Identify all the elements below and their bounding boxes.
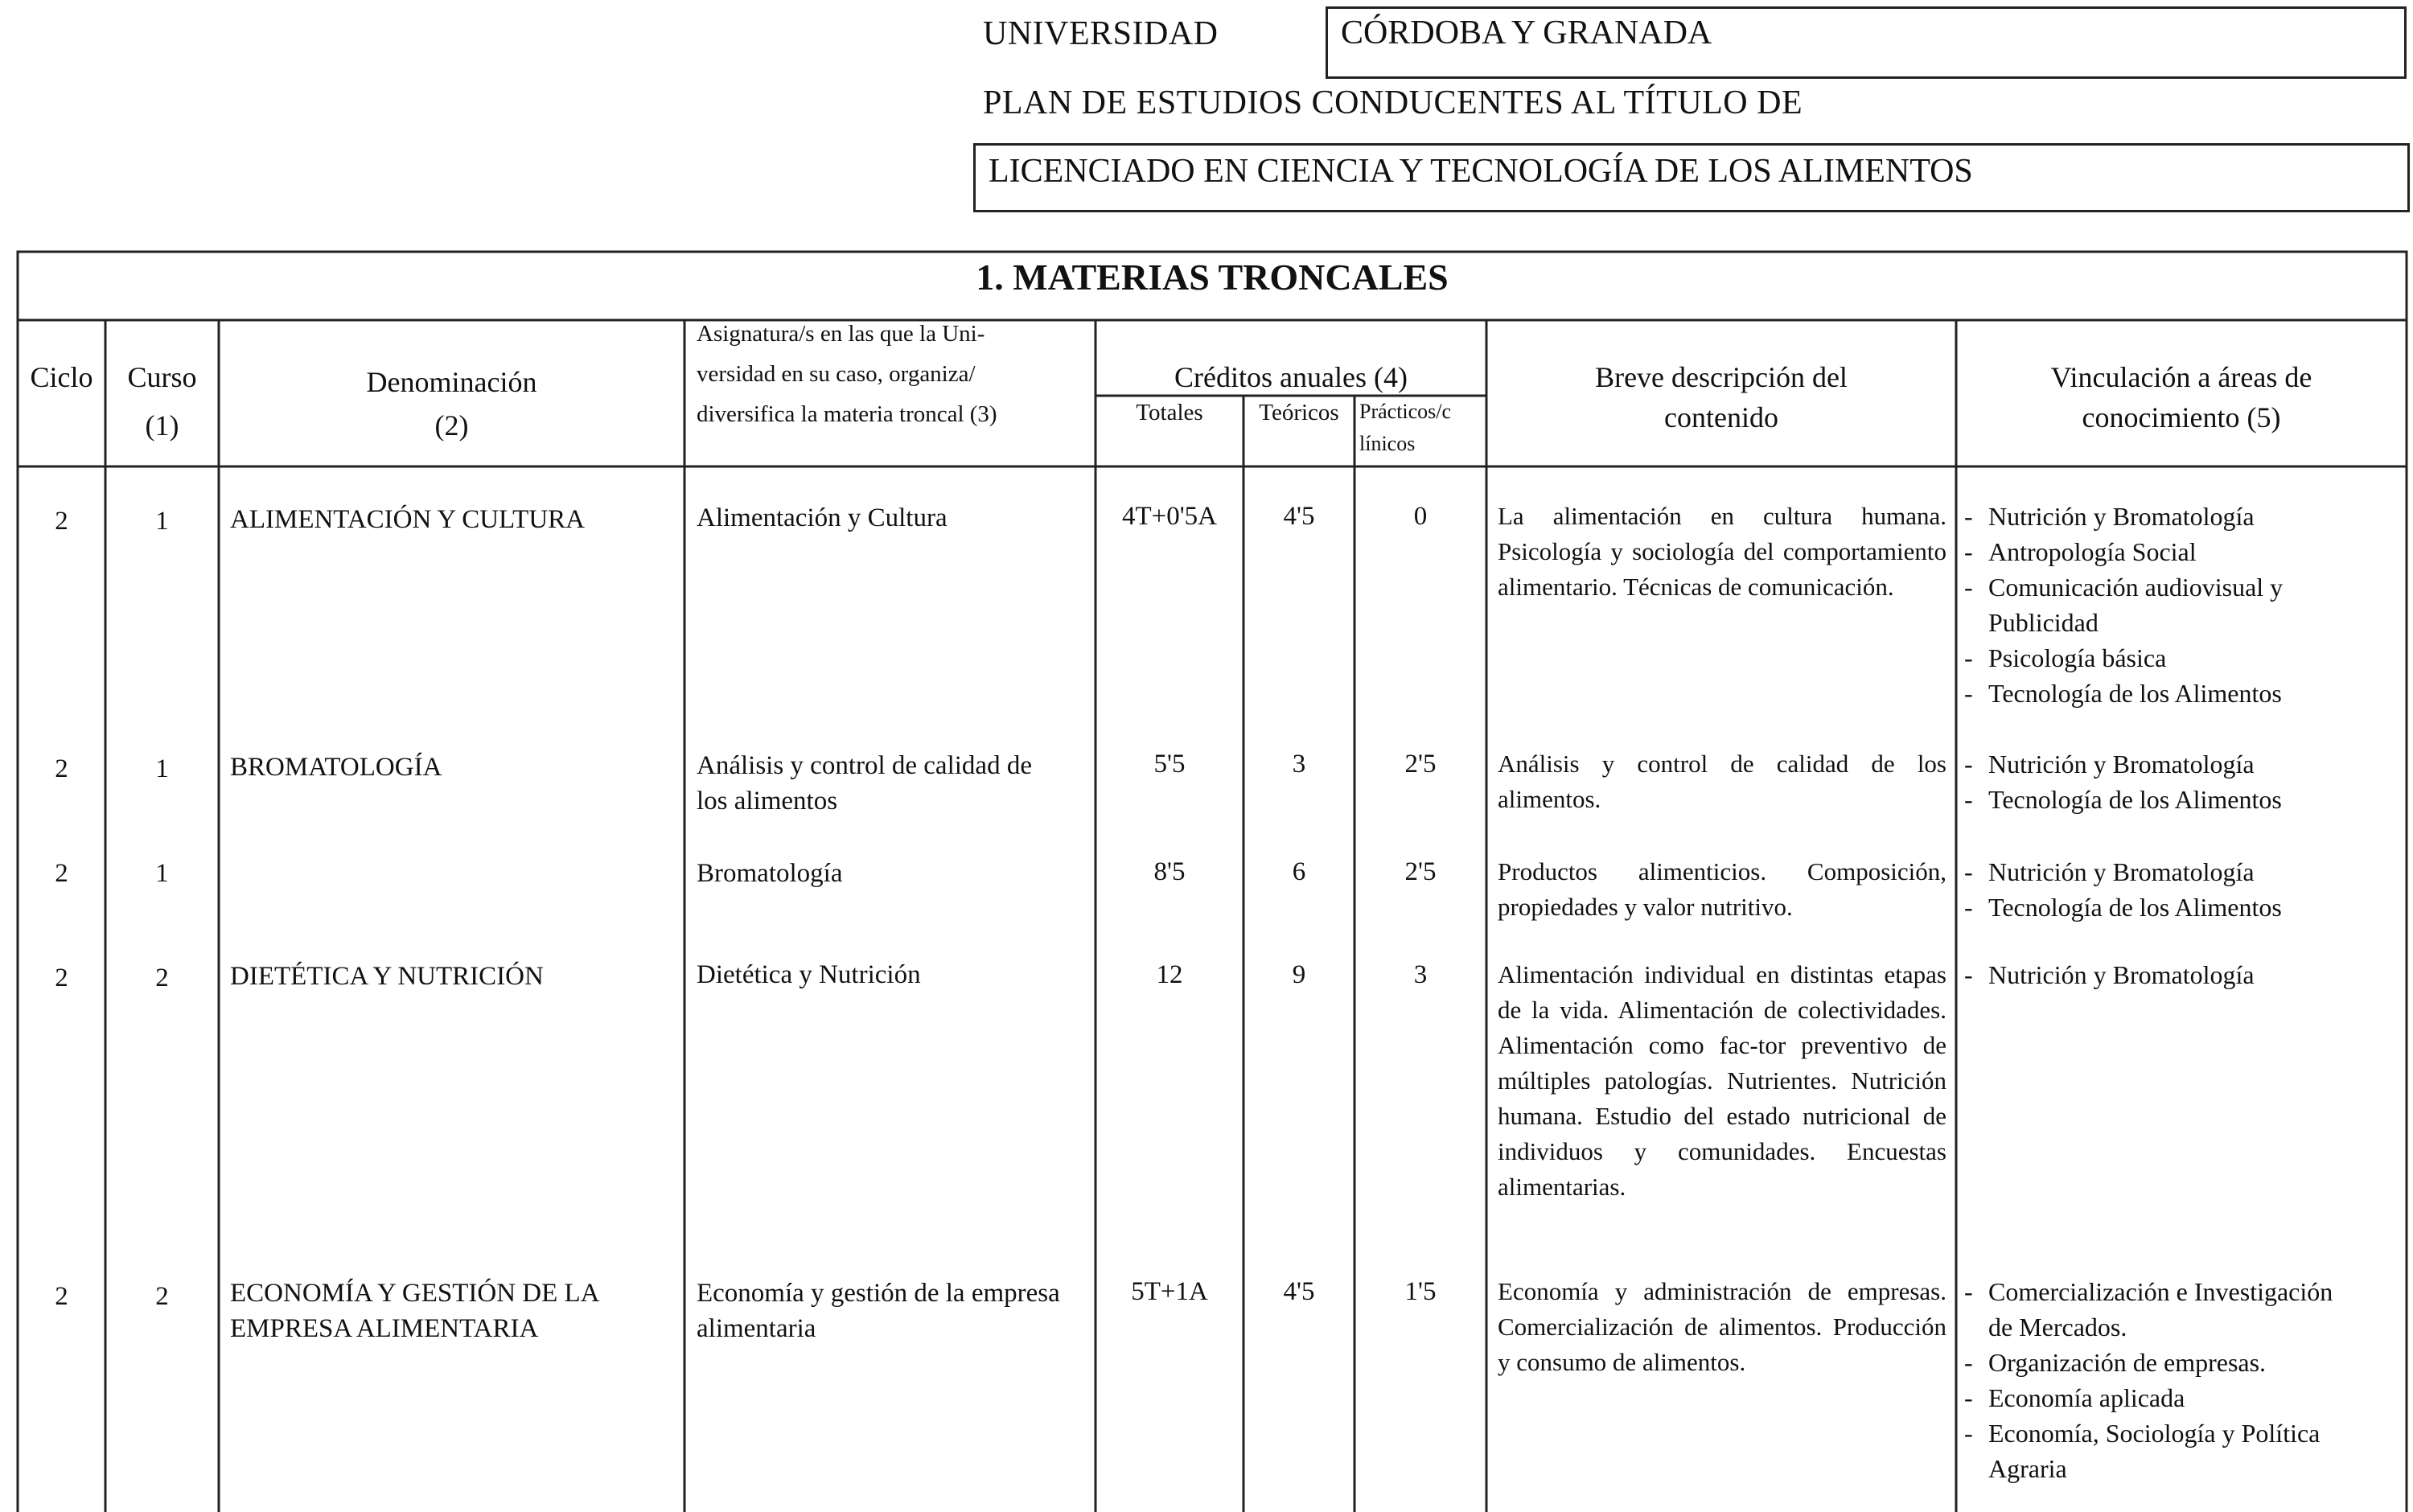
cell-ciclo: 2 <box>55 859 68 888</box>
area-item: - Tecnología de los Alimentos <box>1959 890 2282 925</box>
cell-ciclo: 2 <box>55 507 68 536</box>
col-curso-note: (1) <box>145 409 179 442</box>
universidad-value: CÓRDOBA Y GRANADA <box>1326 6 2407 79</box>
cell-totales: 8'5 <box>1153 857 1186 886</box>
cell-totales: 5'5 <box>1153 750 1186 779</box>
cell-teoricos: 4'5 <box>1283 1277 1315 1306</box>
col-vinculacion-line-1: Vinculación a áreas de <box>2050 361 2312 393</box>
cell-asignatura: Dietética y Nutrición <box>697 960 921 989</box>
cell-areas <box>1959 1274 2333 1486</box>
col-creditos-header: Créditos anuales (4) <box>1174 361 1408 393</box>
cell-areas <box>1959 499 2283 711</box>
cell-ciclo: 2 <box>55 754 68 783</box>
cell-denominacion: BROMATOLOGÍA <box>230 753 442 782</box>
cell-descripcion: Análisis y control de calidad de los alimentos. <box>1498 750 1946 813</box>
cell-curso: 1 <box>155 859 169 888</box>
cell-teoricos: 9 <box>1292 960 1306 989</box>
cell-denominacion: ALIMENTACIÓN Y CULTURA <box>230 505 586 534</box>
cell-teoricos: 6 <box>1292 857 1306 886</box>
cell-descripcion: Economía y administración de empresas. Comercialización de alimentos. Producción y consumo de alimentos. <box>1498 1277 1946 1376</box>
area-item: - Tecnología de los Alimentos <box>1959 676 2283 711</box>
cell-asignatura: los alimentos <box>697 787 838 816</box>
cell-curso: 2 <box>155 1282 169 1311</box>
cell-areas <box>1959 957 2255 992</box>
cell-denominacion: ECONOMÍA Y GESTIÓN DE LA <box>230 1279 600 1308</box>
col-practicos-line-2: línicos <box>1359 432 1416 455</box>
cell-totales: 5T+1A <box>1131 1277 1208 1306</box>
col-descripcion-line-1: Breve descripción del <box>1595 361 1848 393</box>
area-item: - Economía aplicada <box>1959 1380 2333 1415</box>
cell-asignatura: Economía y gestión de la empresa <box>697 1279 1060 1308</box>
cell-areas <box>1959 854 2282 925</box>
cell-denominacion: DIETÉTICA Y NUTRICIÓN <box>230 962 544 991</box>
cell-teoricos: 4'5 <box>1283 502 1315 531</box>
area-item: - Antropología Social <box>1959 534 2283 569</box>
col-asignatura-line-1: Asignatura/s en las que la Uni- <box>697 321 985 347</box>
cell-ciclo: 2 <box>55 1282 68 1311</box>
cell-curso: 1 <box>155 507 169 536</box>
col-vinculacion-line-2: conocimiento (5) <box>2082 401 2281 433</box>
area-item: - Comercialización e Investigación <box>1959 1274 2333 1309</box>
cell-descripcion: Productos alimenticios. Composición, propiedades y valor nutritivo. <box>1498 857 1946 921</box>
cell-practicos: 2'5 <box>1404 750 1437 779</box>
col-denominacion-note: (2) <box>434 409 469 442</box>
cell-asignatura: Bromatología <box>697 859 843 888</box>
cell-totales: 12 <box>1156 960 1183 989</box>
plan-label: PLAN DE ESTUDIOS CONDUCENTES AL TÍTULO DE <box>983 84 1803 121</box>
col-practicos-line-1: Prácticos/c <box>1359 400 1452 423</box>
cell-asignatura: Análisis y control de calidad de <box>697 751 1032 780</box>
cell-teoricos: 3 <box>1292 750 1306 779</box>
area-item: - Organización de empresas. <box>1959 1345 2333 1380</box>
col-totales-header: Totales <box>1136 400 1203 425</box>
col-descripcion-line-2: contenido <box>1664 401 1778 433</box>
col-asignatura-line-2: versidad en su caso, organiza/ <box>697 361 976 387</box>
area-item: - Nutrición y Bromatología <box>1959 957 2255 992</box>
area-item-continued: Publicidad <box>1988 608 2099 637</box>
cell-asignatura: Alimentación y Cultura <box>697 503 948 532</box>
cell-ciclo: 2 <box>55 963 68 992</box>
area-item-continued: Agraria <box>1988 1454 2067 1483</box>
cell-curso: 2 <box>155 963 169 992</box>
cell-practicos: 2'5 <box>1404 857 1437 886</box>
area-item: - Tecnología de los Alimentos <box>1959 782 2282 817</box>
degree-title: LICENCIADO EN CIENCIA Y TECNOLOGÍA DE LOS ALIMENTOS <box>973 143 2410 212</box>
area-item: - Nutrición y Bromatología <box>1959 746 2282 782</box>
area-item: - Psicología básica <box>1959 640 2283 676</box>
cell-denominacion: EMPRESA ALIMENTARIA <box>230 1314 539 1343</box>
area-item: - Comunicación audiovisual y <box>1959 569 2283 605</box>
cell-descripcion: Alimentación individual en distintas etapas de la vida. Alimentación de colectividades. Alimentación como fac-tor preventivo de múltiples patologías. Nutrientes. Nutrición humana. Estudio del estado nutricional de individuos y comunidades. Encuestas alimentarias. <box>1498 960 1946 1201</box>
table-title: 1. MATERIAS TRONCALES <box>976 257 1449 298</box>
area-item: - Nutrición y Bromatología <box>1959 854 2282 890</box>
col-ciclo-header: Ciclo <box>30 361 93 393</box>
col-denominacion-header: Denominación <box>366 366 537 398</box>
cell-practicos: 1'5 <box>1404 1277 1437 1306</box>
cell-totales: 4T+0'5A <box>1121 502 1218 531</box>
cell-areas <box>1959 746 2282 817</box>
col-asignatura-line-3: diversifica la materia troncal (3) <box>697 401 997 427</box>
cell-asignatura: alimentaria <box>697 1314 816 1343</box>
universidad-label: UNIVERSIDAD <box>983 15 1219 52</box>
area-item: - Nutrición y Bromatología <box>1959 499 2283 534</box>
col-teoricos-header: Teóricos <box>1259 400 1339 425</box>
cell-practicos: 3 <box>1413 960 1428 989</box>
col-curso-header: Curso <box>127 361 197 393</box>
cell-practicos: 0 <box>1413 502 1428 531</box>
area-item: - Economía, Sociología y Política <box>1959 1415 2333 1451</box>
cell-curso: 1 <box>155 754 169 783</box>
area-item-continued: de Mercados. <box>1988 1313 2127 1341</box>
cell-descripcion: La alimentación en cultura humana. Psicología y sociología del comportamiento alimentario. Técnicas de comunicación. <box>1498 502 1946 601</box>
